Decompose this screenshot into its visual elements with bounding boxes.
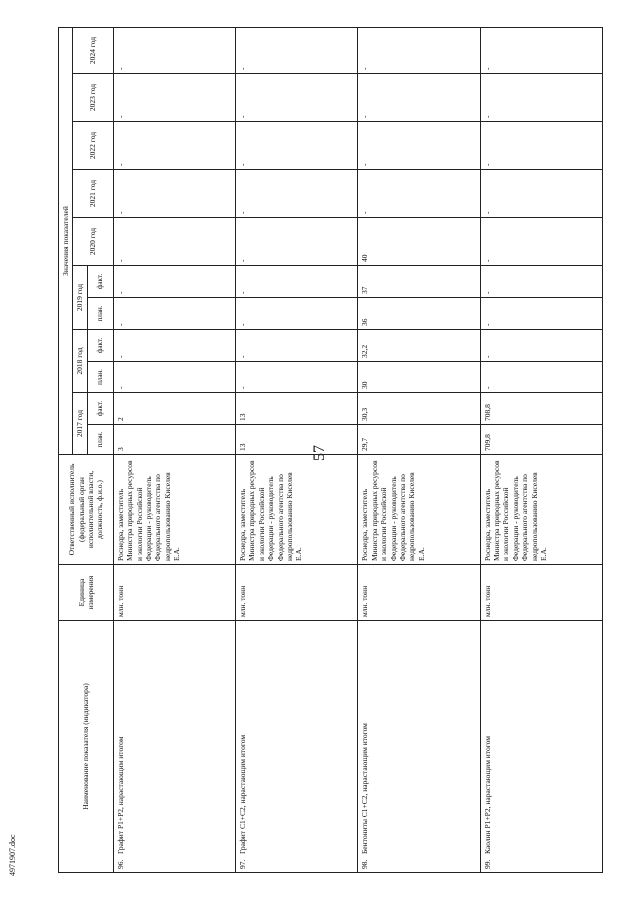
cell-2021: - <box>480 170 602 218</box>
cell-2021: - <box>236 170 358 218</box>
row-name <box>113 621 235 873</box>
cell-2018-plan: 30 <box>358 362 480 393</box>
cell-2018-plan: - <box>236 362 358 393</box>
cell-2019-plan: - <box>480 298 602 330</box>
cell-2020: 40 <box>358 218 480 266</box>
row-name <box>236 621 358 873</box>
header-2018-fact: факт. <box>87 330 113 362</box>
header-2019-plan: план. <box>87 298 113 330</box>
cell-2019-fact: - <box>236 266 358 298</box>
cell-2022: - <box>480 122 602 170</box>
cell-2020: - <box>480 218 602 266</box>
cell-2018-plan: - <box>480 362 602 393</box>
cell-2023: - <box>236 74 358 122</box>
table-body <box>113 27 602 872</box>
cell-2021: - <box>113 170 235 218</box>
indicators-table-rotated <box>58 28 603 873</box>
cell-2022: - <box>236 122 358 170</box>
cell-2019-plan: - <box>236 298 358 330</box>
header-2020: 2020 год <box>73 218 113 266</box>
cell-2018-fact: - <box>480 330 602 362</box>
row-unit: млн. тонн <box>236 565 358 621</box>
row-unit: млн. тонн <box>113 565 235 621</box>
header-2017-plan: план. <box>87 425 113 455</box>
footer-filename: 4971907.doc <box>8 834 17 876</box>
row-name <box>480 621 602 873</box>
page-number: 57 <box>311 445 328 461</box>
table-header <box>59 27 114 872</box>
row-number: 97. <box>238 859 248 869</box>
cell-2019-plan: - <box>113 298 235 330</box>
cell-2023: - <box>113 74 235 122</box>
indicators-table <box>58 27 603 873</box>
cell-2024: - <box>358 27 480 73</box>
header-responsible: Ответственный исполнитель (федеральный орган исполнительной власти, должность, ф.и.о.) <box>59 455 114 565</box>
row-responsible: Роснедра, заместитель Министра природных ресурсов и экологии Российской Федерации - руководитель Федерального агентства по недропользованию Киселев Е.А. <box>358 455 480 565</box>
header-2018-plan: план. <box>87 362 113 393</box>
header-2019: 2019 год <box>73 266 87 330</box>
header-2023: 2023 год <box>73 74 113 122</box>
cell-2017-fact: 708,8 <box>480 393 602 425</box>
header-2018: 2018 год <box>73 330 87 393</box>
cell-2017-plan: 709,8 <box>480 425 602 455</box>
cell-2017-plan: 13 <box>236 425 358 455</box>
row-number: 98. <box>360 859 370 869</box>
row-unit: млн. тонн <box>358 565 480 621</box>
row-responsible: Роснедра, заместитель Министра природных ресурсов и экологии Российской Федерации - руководитель Федерального агентства по недропользованию Киселев Е.А. <box>480 455 602 565</box>
header-2021: 2021 год <box>73 170 113 218</box>
cell-2024: - <box>236 27 358 73</box>
cell-2019-plan: 36 <box>358 298 480 330</box>
header-2022: 2022 год <box>73 122 113 170</box>
cell-2020: - <box>113 218 235 266</box>
cell-2019-fact: - <box>480 266 602 298</box>
header-unit: Единица измерения <box>59 565 114 621</box>
header-name: Наименование показателя (индикатора) <box>59 621 114 873</box>
cell-2024: - <box>113 27 235 73</box>
row-responsible: Роснедра, заместитель Министра природных ресурсов и экологии Российской Федерации - руководитель Федерального агентства по недропользованию Киселев Е.А. <box>113 455 235 565</box>
cell-2018-fact: - <box>236 330 358 362</box>
cell-2021: - <box>358 170 480 218</box>
cell-2018-fact: 32,2 <box>358 330 480 362</box>
cell-2024: - <box>480 27 602 73</box>
cell-2019-fact: 37 <box>358 266 480 298</box>
header-2019-fact: факт. <box>87 266 113 298</box>
row-name <box>358 621 480 873</box>
header-2024: 2024 год <box>73 27 113 73</box>
header-2017: 2017 год <box>73 393 87 455</box>
row-name-text: Бентониты C1+C2, нарастающим итогом <box>360 723 370 854</box>
row-number: 99. <box>482 859 492 869</box>
cell-2017-fact: 13 <box>236 393 358 425</box>
cell-2023: - <box>480 74 602 122</box>
table-row <box>113 27 235 872</box>
row-name-text: Графит P1+P2, нарастающим итогом <box>115 736 125 854</box>
row-name-text: Графит C1+C2, нарастающим итогом <box>238 734 248 854</box>
row-unit: млн. тонн <box>480 565 602 621</box>
header-2017-fact: факт. <box>87 393 113 425</box>
row-number: 96. <box>115 859 125 869</box>
table-row <box>480 27 602 872</box>
cell-2018-fact: - <box>113 330 235 362</box>
cell-2017-plan: 29,7 <box>358 425 480 455</box>
cell-2019-fact: - <box>113 266 235 298</box>
cell-2018-plan: - <box>113 362 235 393</box>
cell-2017-plan: 3 <box>113 425 235 455</box>
cell-2022: - <box>358 122 480 170</box>
row-responsible: Роснедра, заместитель Министра природных ресурсов и экологии Российской Федерации - руководитель Федерального агентства по недропользованию Киселев Е.А. <box>236 455 358 565</box>
cell-2020: - <box>236 218 358 266</box>
cell-2017-fact: 30,3 <box>358 393 480 425</box>
header-values-group: Значения показателей <box>59 27 73 454</box>
cell-2022: - <box>113 122 235 170</box>
cell-2017-fact: 2 <box>113 393 235 425</box>
table-row <box>358 27 480 872</box>
table-row <box>236 27 358 872</box>
cell-2023: - <box>358 74 480 122</box>
row-name-text: Каолин P1+P2, нарастающим итогом <box>482 736 492 854</box>
